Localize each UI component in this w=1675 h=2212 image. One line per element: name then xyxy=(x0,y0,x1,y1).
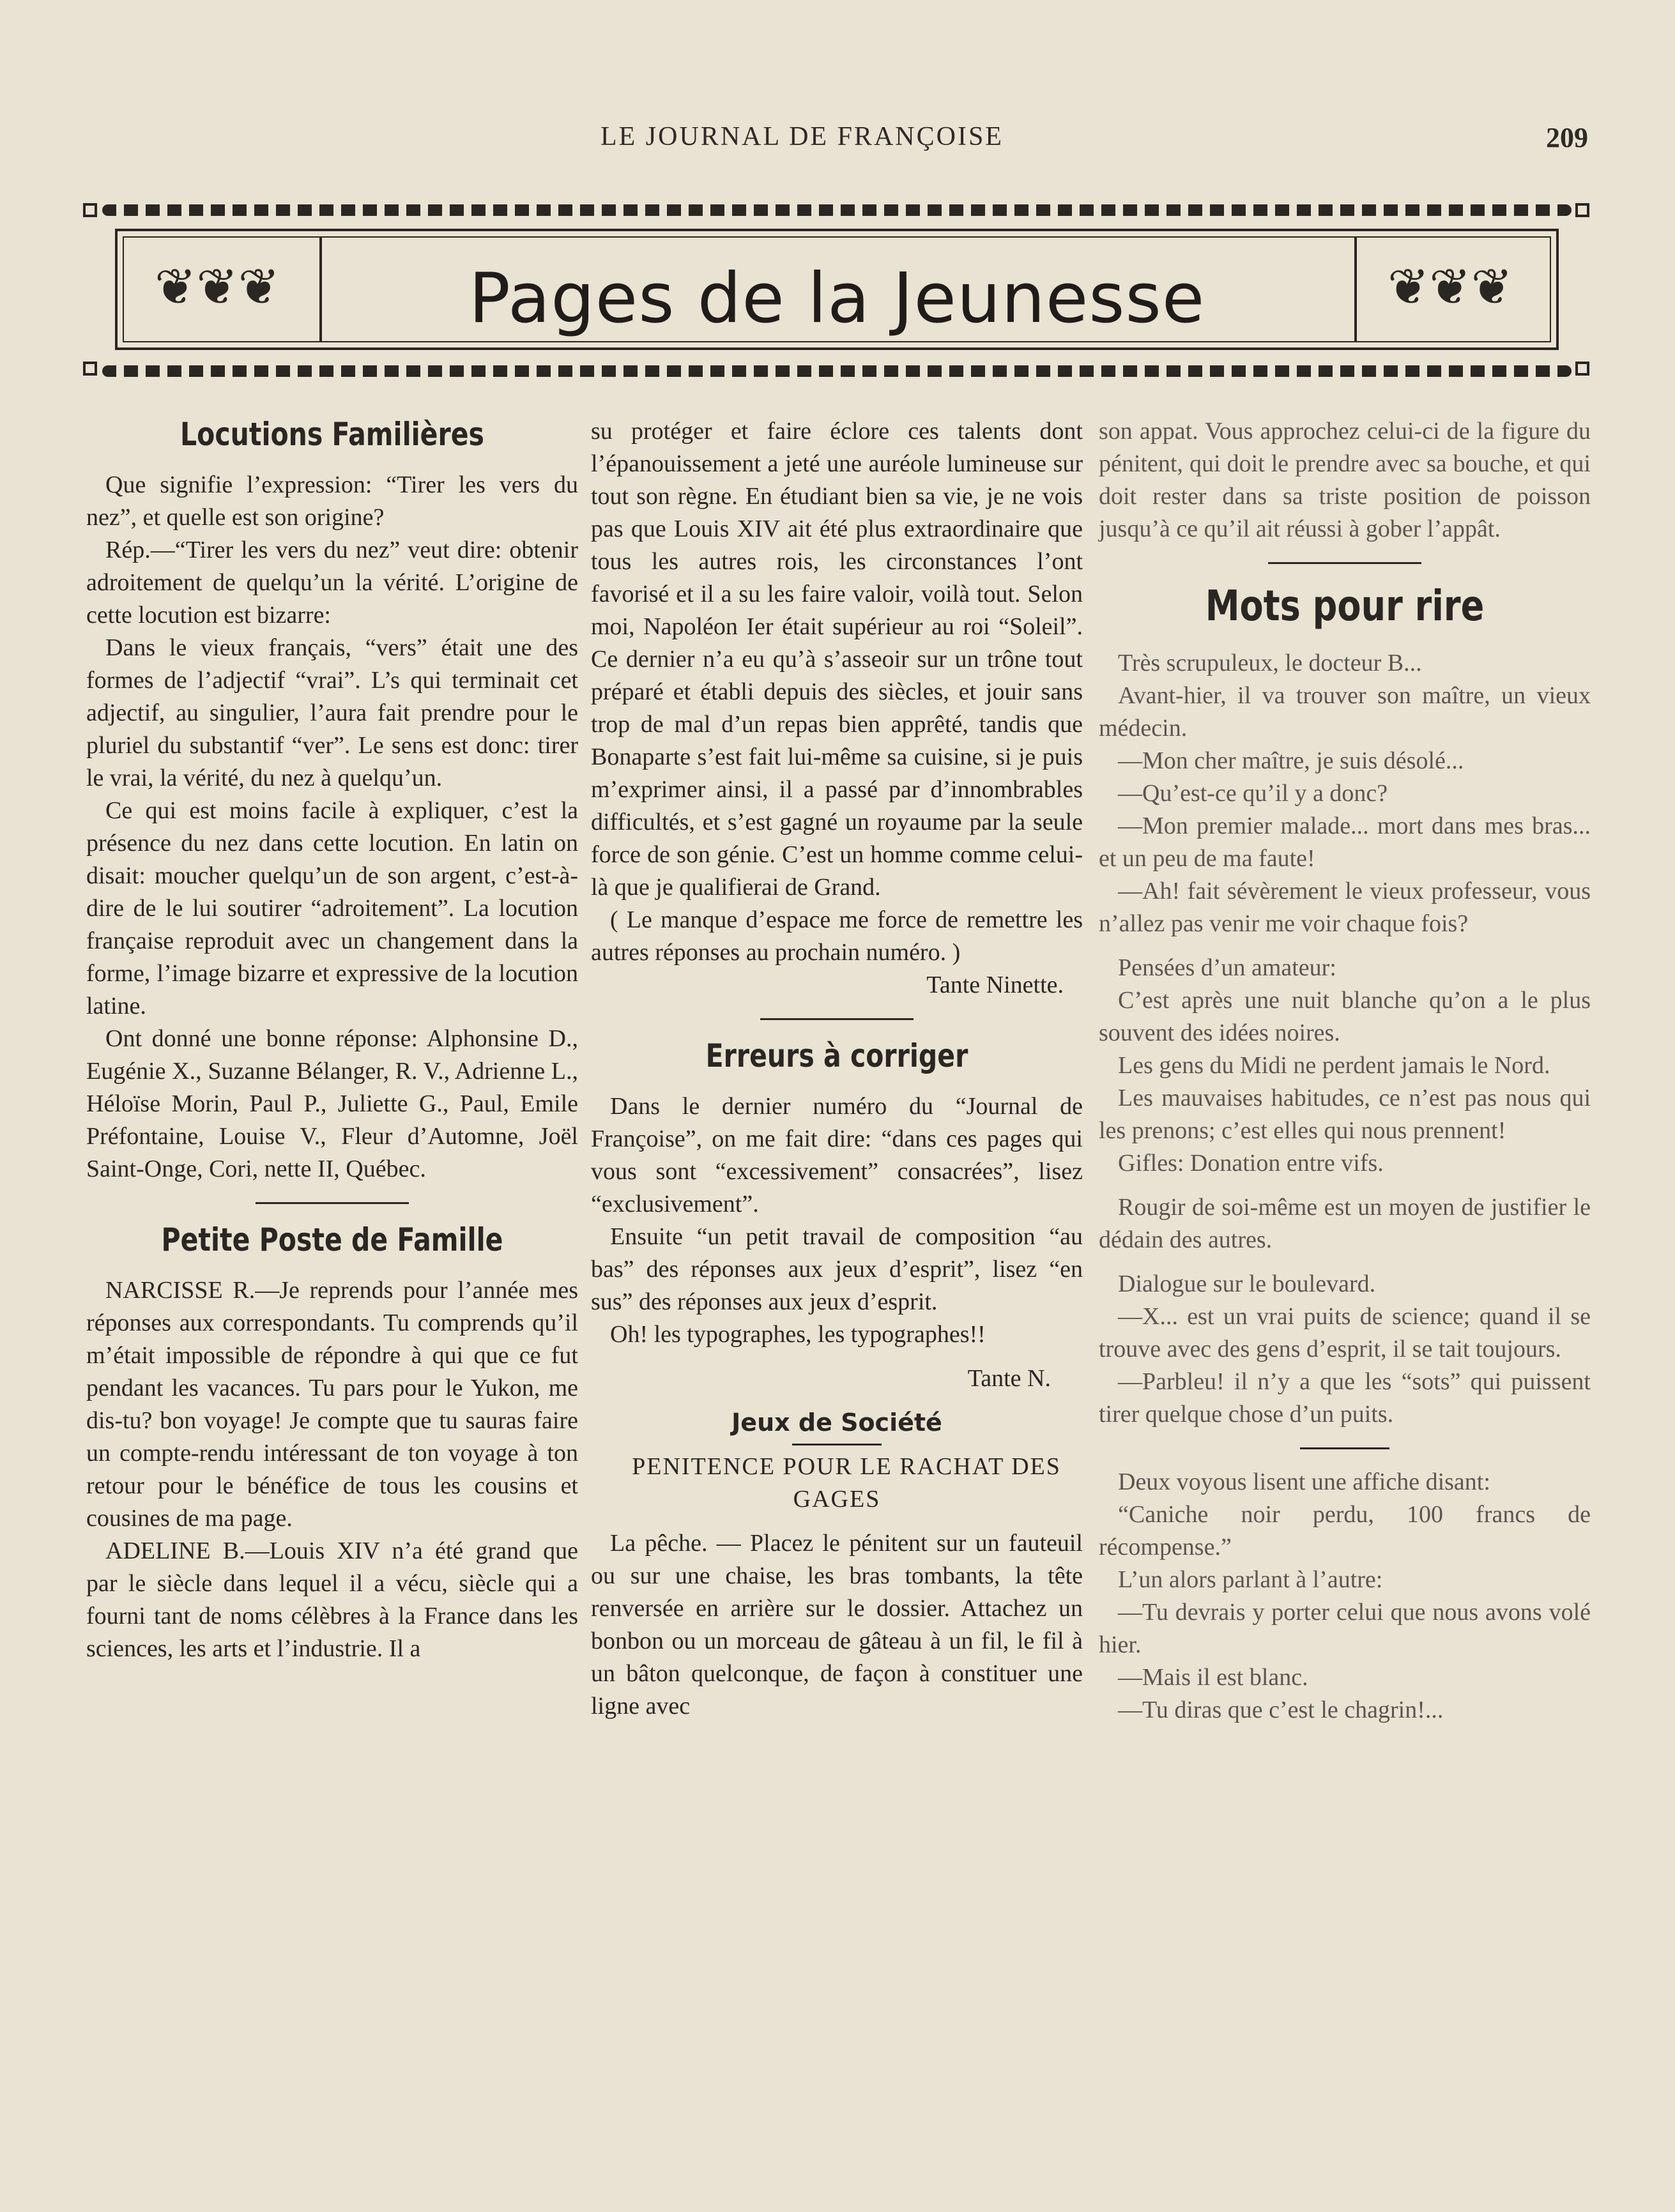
paragraph: —Mon cher maître, je suis désolé... xyxy=(1118,747,1464,774)
paragraph: Les mauvaises habitudes, ce n’est pas nous qui les prenons; c’est elles qui nous prennent! xyxy=(1099,1085,1591,1144)
page-number: 209 xyxy=(1546,122,1588,153)
banner-divider xyxy=(1354,236,1357,342)
section-heading: Locutions Familières xyxy=(180,416,484,453)
paragraph: “Caniche noir perdu, 100 francs de récompense.” xyxy=(1099,1501,1591,1560)
section-banner xyxy=(83,192,1591,383)
paragraph: Gifles: Donation entre vifs. xyxy=(1118,1150,1384,1177)
paragraph: Pensées d’un amateur: xyxy=(1118,954,1336,981)
paragraph: Les gens du Midi ne perdent jamais le Nord. xyxy=(1118,1052,1550,1079)
flourish-ornament-icon: ❦❦❦ xyxy=(1387,259,1513,315)
paragraph: —Mon premier malade... mort dans mes bras... et un peu de ma faute! xyxy=(1099,812,1591,872)
paragraph: Rougir de soi-même est un moyen de justifier le dédain des autres. xyxy=(1099,1194,1591,1253)
corner-ornament xyxy=(83,362,97,376)
column-3 xyxy=(1099,415,1591,1727)
paragraph: Dialogue sur le boulevard. xyxy=(1118,1270,1376,1297)
paragraph: C’est après une nuit blanche qu’on a le plus souvent des idées noires. xyxy=(1099,987,1591,1046)
paragraph: Ce qui est moins facile à expliquer, c’est la présence du nez dans cette locution. En latin on disait: moucher quelqu’un de son argent, c’est-à-dire de le lui soutirer “adroitement”. La locution française reproduit avec un changement dans la forme, l’image bizarre et expressive de la locution latine. xyxy=(86,797,578,1019)
signature: Tante Ninette. xyxy=(926,972,1064,998)
signature: Tante N. xyxy=(967,1365,1051,1392)
paragraph: Oh! les typographes, les typographes!! xyxy=(610,1321,986,1348)
section-heading: Erreurs à corriger xyxy=(705,1037,968,1074)
paragraph: L’un alors parlant à l’autre: xyxy=(1118,1566,1383,1593)
paragraph: ADELINE B.—Louis XIV n’a été grand que par le siècle dans lequel il a vécu, siècle qui a fourni tant de noms célèbres à la France dans les sciences, les arts et l’industrie. Il a xyxy=(86,1537,578,1662)
flourish-ornament-icon: ❦❦❦ xyxy=(154,259,280,315)
paragraph: ( Le manque d’espace me force de remettre les autres réponses au prochain numéro. ) xyxy=(591,906,1083,966)
vine-border-bottom xyxy=(102,365,1572,377)
running-head: LE JOURNAL DE FRANÇOISE xyxy=(600,122,1004,151)
paragraph: NARCISSE R.—Je reprends pour l’année mes réponses aux correspondants. Tu comprends qu’il m’était impossible de répondre à qui que ce fut pendant les vacances. Tu pars pour le Yukon, me dis-tu? bon voyage! Je compte que tu sauras faire un compte-rendu intéressant de ton voyage à ton retour pour le bénéfice de tous les cousins et cousines de ma page. xyxy=(86,1277,578,1532)
banner-title: Pages de la Jeunesse xyxy=(468,259,1205,339)
paragraph: Dans le dernier numéro du “Journal de Françoise”, on me fait dire: “dans ces pages qui vous sont “excessivement” consacrées”, lisez “exclusivement”. xyxy=(591,1093,1083,1217)
section-rule xyxy=(256,1202,409,1204)
section-rule xyxy=(792,1444,882,1445)
paragraph: —Tu devrais y porter celui que nous avons volé hier. xyxy=(1099,1599,1591,1658)
section-heading: Petite Poste de Famille xyxy=(161,1221,503,1258)
paragraph: —Qu’est-ce qu’il y a donc? xyxy=(1118,780,1388,807)
sub-heading: PENITENCE POUR LE RACHAT DES GAGES xyxy=(632,1453,1061,1513)
paragraph: Avant-hier, il va trouver son maître, un vieux médecin. xyxy=(1099,682,1591,742)
section-heading: Jeux de Société xyxy=(731,1408,942,1437)
paragraph: son appat. Vous approchez celui-ci de la figure du pénitent, qui doit le prendre avec sa bouche, et qui doit rester dans sa triste position de poisson jusqu’à ce qu’il ait réussi à gober l’appât. xyxy=(1099,418,1591,542)
paragraph: Deux voyous lisent une affiche disant: xyxy=(1118,1468,1490,1495)
paragraph: Ensuite “un petit travail de composition “au bas” des réponses aux jeux d’esprit”, lisez “en sus” des réponses aux jeux d’esprit. xyxy=(591,1223,1083,1315)
paragraph: Dans le vieux français, “vers” était une des formes de l’adjectif “vrai”. L’s qui terminait cet adjectif, au singulier, l’aura fait prendre pour le pluriel du substantif “ver”. Le sens est donc: tirer le vrai, la vérité, du nez à quelqu’un. xyxy=(86,634,578,791)
paragraph: Rép.—“Tirer les vers du nez” veut dire: obtenir adroitement de quelqu’un la vérité. L’origine de cette locution est bizarre: xyxy=(86,537,578,629)
column-1 xyxy=(86,415,578,1665)
section-rule xyxy=(1300,1447,1389,1449)
corner-ornament xyxy=(83,203,97,217)
paragraph: Très scrupuleux, le docteur B... xyxy=(1118,650,1422,676)
paragraph: Ont donné une bonne réponse: Alphonsine D., Eugénie X., Suzanne Bélanger, R. V., Adrienne L., Héloïse Morin, Paul P., Juliette G., Paul, Emile Préfontaine, Louise V., Fleur d’Automne, Joël Saint-Onge, Cori, nette II, Québec. xyxy=(86,1025,578,1182)
paragraph: —Parbleu! il n’y a que les “sots” qui puissent tirer quelque chose d’un puits. xyxy=(1099,1368,1591,1428)
paragraph: La pêche. — Placez le pénitent sur un fauteuil ou sur une chaise, les bras tombants, la tête renversée en arrière sur le dossier. Attachez un bonbon ou un morceau de gâteau à un fil, le fil à un bâton quelconque, de façon à constituer une ligne avec xyxy=(591,1530,1083,1720)
vine-border-top xyxy=(102,204,1572,216)
paragraph: —Tu diras que c’est le chagrin!... xyxy=(1118,1697,1444,1723)
paragraph: Que signifie l’expression: “Tirer les vers du nez”, et quelle est son origine? xyxy=(86,471,578,531)
column-2 xyxy=(591,415,1083,1723)
paragraph: —Ah! fait sévèrement le vieux professeur, vous n’allez pas venir me voir chaque fois? xyxy=(1099,878,1591,937)
section-heading: Mots pour rire xyxy=(1205,581,1485,630)
corner-ornament xyxy=(1575,362,1589,376)
paragraph: —Mais il est blanc. xyxy=(1118,1664,1308,1691)
paragraph: —X... est un vrai puits de science; quand il se trouve avec des gens d’esprit, il se tait toujours. xyxy=(1099,1303,1591,1362)
section-rule xyxy=(760,1018,914,1020)
paragraph: su protéger et faire éclore ces talents dont l’épanouissement a jeté une auréole lumineuse sur tout son règne. En étudiant bien sa vie, je ne vois pas que Louis XIV ait été plus extraordinaire que tous les autres rois, les circonstances l’ont favorisé et il a su les faire valoir, voilà tout. Selon moi, Napoléon Ier était supérieur au roi “Soleil”. Ce dernier n’a eu qu’à s’asseoir sur un trône tout préparé et établi depuis des siècles, et jouir sans trop de mal d’un repas bien apprêté, tandis que Bonaparte s’est fait lui-même sa cuisine, si je puis m’exprimer ainsi, il a passé par d’innombrables difficultés, et s’est gagné un royaume par la seule force de son génie. C’est un homme comme celui-là que je qualifierai de Grand. xyxy=(591,418,1083,901)
corner-ornament xyxy=(1575,203,1589,217)
section-rule xyxy=(1268,562,1421,564)
